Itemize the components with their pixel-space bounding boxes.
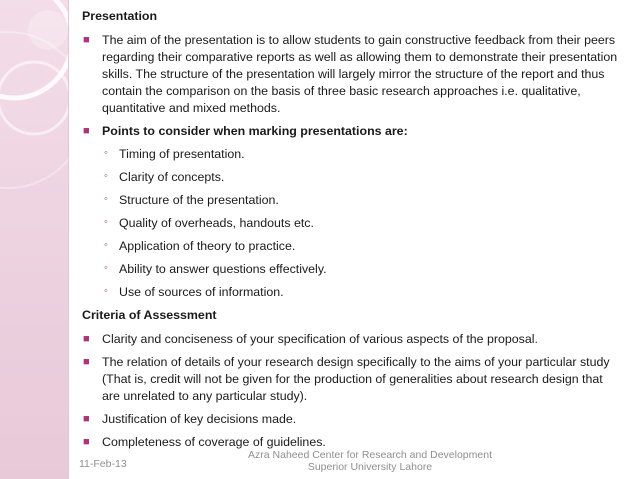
criteria-item bbox=[82, 331, 622, 348]
criteria-item-text: Completeness of coverage of guidelines. bbox=[102, 435, 326, 449]
presentation-item-text: The aim of the presentation is to allow students to gain constructive feedback from their peers regarding their comparative reports as well as allowing them to demonstrate their presentation skills. The structure of the presentation will largely mirror the structure of the report and thus contain the comparison on the basis of three basic research approaches i.e. qualitative, quantitative and mixed methods. bbox=[102, 33, 618, 115]
heading-criteria: Criteria of Assessment bbox=[82, 308, 217, 322]
decorative-side-panel bbox=[0, 0, 68, 479]
decorative-circles bbox=[0, 0, 68, 479]
bullet-icon: ■ bbox=[83, 356, 90, 368]
list-item bbox=[102, 284, 622, 301]
slide-content bbox=[82, 8, 622, 457]
sub-bullet-icon: ◦ bbox=[104, 147, 108, 159]
criteria-item bbox=[82, 411, 622, 428]
list-item-text: Quality of overheads, handouts etc. bbox=[119, 216, 314, 230]
sub-bullet-icon: ◦ bbox=[104, 193, 108, 205]
criteria-item-text: Justification of key decisions made. bbox=[102, 412, 297, 426]
list-item bbox=[102, 146, 622, 163]
bullet-icon: ■ bbox=[83, 436, 90, 448]
side-divider bbox=[68, 0, 69, 479]
footer-line-2: Superior University Lahore bbox=[307, 461, 433, 473]
bullet-icon: ■ bbox=[83, 34, 90, 46]
list-item bbox=[102, 169, 622, 186]
bullet-icon: ■ bbox=[83, 125, 90, 137]
list-item-text: Clarity of concepts. bbox=[119, 170, 225, 184]
list-item-text: Timing of presentation. bbox=[119, 147, 245, 161]
presentation-item-aim bbox=[82, 32, 622, 117]
criteria-item-text: Clarity and conciseness of your specification of various aspects of the proposal. bbox=[102, 332, 538, 346]
list-item-text: Use of sources of information. bbox=[119, 285, 284, 299]
presentation-item-text: Points to consider when marking presentations are: bbox=[102, 124, 408, 138]
marking-points-list bbox=[102, 146, 622, 301]
sub-bullet-icon: ◦ bbox=[104, 285, 108, 297]
sub-bullet-icon: ◦ bbox=[104, 216, 108, 228]
presentation-item-points bbox=[82, 123, 622, 301]
footer-line-1: Azra Naheed Center for Research and Development bbox=[248, 449, 492, 461]
list-item bbox=[102, 192, 622, 209]
footer-date: 11-Feb-13 bbox=[79, 458, 127, 470]
bullet-icon: ■ bbox=[83, 333, 90, 345]
list-item-text: Application of theory to practice. bbox=[119, 239, 296, 253]
sub-bullet-icon: ◦ bbox=[104, 170, 108, 182]
heading-presentation: Presentation bbox=[82, 9, 158, 23]
footer-organization bbox=[200, 449, 540, 473]
criteria-item bbox=[82, 354, 622, 405]
presentation-list bbox=[82, 32, 622, 301]
list-item-text: Structure of the presentation. bbox=[119, 193, 279, 207]
criteria-item-text: The relation of details of your research design specifically to the aims of your particular study (That is, credit will not be given for the production of generalities about research design that are unrelated to any particular study). bbox=[102, 355, 610, 403]
criteria-list bbox=[82, 331, 622, 451]
sub-bullet-icon: ◦ bbox=[104, 239, 108, 251]
list-item bbox=[102, 238, 622, 255]
list-item bbox=[102, 261, 622, 278]
bullet-icon: ■ bbox=[83, 413, 90, 425]
sub-bullet-icon: ◦ bbox=[104, 262, 108, 274]
list-item-text: Ability to answer questions effectively. bbox=[119, 262, 327, 276]
list-item bbox=[102, 215, 622, 232]
